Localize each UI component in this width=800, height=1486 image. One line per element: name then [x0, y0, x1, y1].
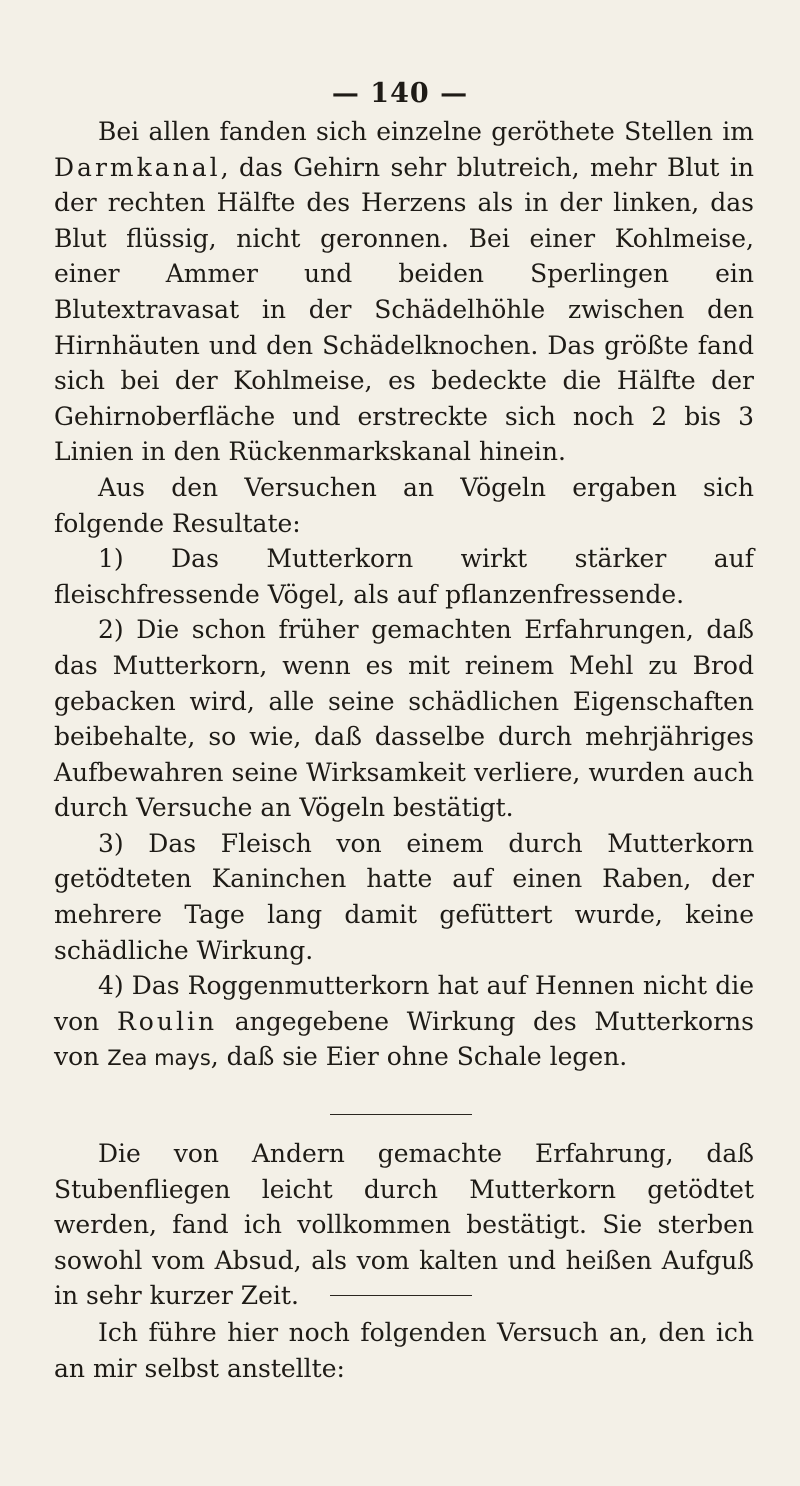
result-item-4 — [54, 968, 754, 1077]
paragraph-flies: Die von Andern gemachte Erfahrung, daß Stubenfliegen leicht durch Mutterkorn getödtet werden, fand ich vollkommen bestätigt. Sie sterben sowohl vom Absud, als vom kalten und heißen Aufguß in sehr kurzer Zeit. — [54, 1139, 754, 1311]
paragraph-self-experiment: Ich führe hier noch folgenden Versuch an, den ich an mir selbst anstellte: — [54, 1318, 754, 1383]
paragraph-autopsy — [54, 114, 754, 470]
experiment-text-block — [54, 1315, 754, 1386]
section-divider — [330, 1295, 472, 1296]
flies-text-block — [54, 1136, 754, 1314]
text-run: , daß sie Eier ohne Schale legen. — [210, 1042, 628, 1072]
result-item-1: 1) Das Mutterkorn wirkt stärker auf fleischfressende Vögel, als auf pflanzenfressende. — [54, 544, 754, 609]
text-run: , das Gehirn sehr blutreich, mehr Blut in der rechten Hälfte des Herzens als in der linken, das Blut flüssig, nicht geronnen. Bei einer Kohlmeise, einer Ammer und beiden Sperlingen ein Blutextravasat in der Schädelhöhle zwischen den Hirnhäuten und den Schädelknochen. Das größte fand sich bei der Kohlmeise, es bedeckte die Hälfte der Gehirnoberfläche und erstreckte sich noch 2 bis 3 Linien in den Rückenmarkskanal hinein. — [54, 152, 754, 467]
section-divider — [330, 1114, 472, 1115]
result-item-2: 2) Die schon früher gemachten Erfahrungen, daß das Mutterkorn, wenn es mit reinem Mehl zu Brod gebacken wird, alle seine schädlichen Eigenschaften beibehalte, so wie, daß dasselbe durch mehrjähriges Aufbewahren seine Wirksamkeit verliere, wurden auch durch Versuche an Vögeln bestätigt. — [54, 615, 754, 823]
text-run: angegebene Wirkung des Mutterkorns von — [54, 1006, 754, 1072]
result-item-3: 3) Das Fleisch von einem durch Mutterkorn getödteten Kaninchen hatte auf einen Raben, der mehrere Tage lang damit gefüttert wurde, keine schädliche Wirkung. — [54, 828, 754, 965]
text-run: Bei allen fanden sich einzelne geröthete Stellen im — [98, 117, 754, 146]
main-text-block — [54, 114, 754, 1077]
spaced-name-roulin: Roulin — [116, 1006, 218, 1036]
paragraph-results-intro: Aus den Versuchen an Vögeln ergaben sich folgende Resultate: — [54, 472, 754, 538]
spaced-term-darmkanal: Darmkanal — [54, 152, 221, 182]
text-run: 4) Das Roggenmutterkorn hat auf Hennen nicht die von — [54, 971, 754, 1036]
page-number: — 140 — — [331, 78, 469, 109]
latin-term-zea-mays: Zea mays — [107, 1046, 211, 1071]
